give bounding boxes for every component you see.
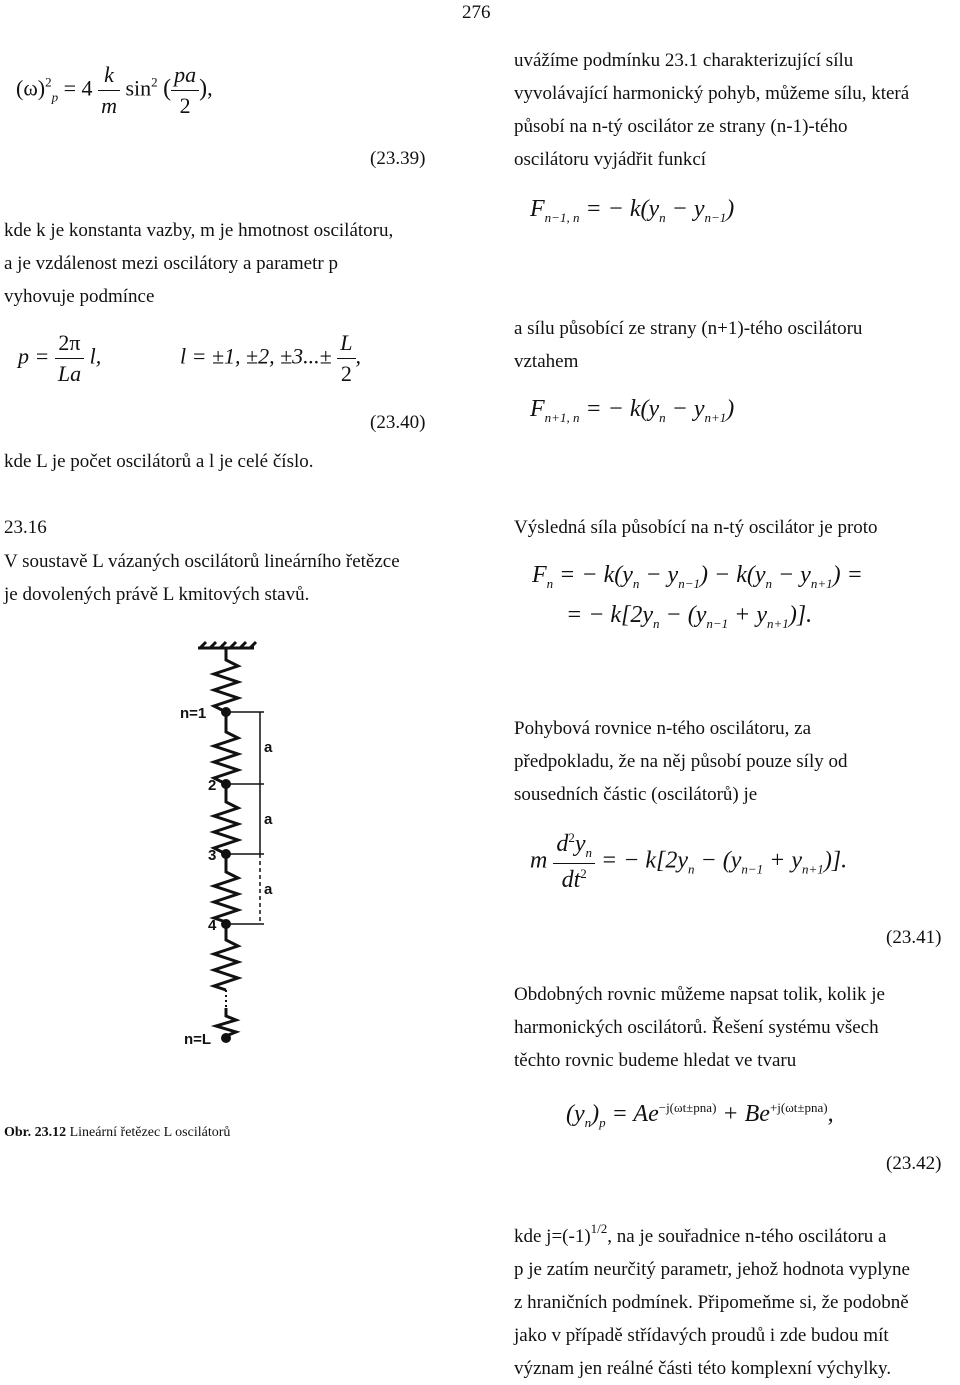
label-n4: 4: [208, 917, 217, 934]
equation-number-40: (23.40): [370, 412, 426, 433]
label-n2: 2: [208, 777, 217, 794]
section-text: V soustavě L vázaných oscilátorů lineárního řetězce je dovolených právě L kmitových stavů.: [4, 551, 400, 605]
page-number: 276: [462, 2, 491, 23]
paragraph-L: kde L je počet oscilátorů a l je celé číslo.: [4, 451, 314, 472]
paragraph-force-plus: a sílu působící ze strany (n+1)-tého oscilátoru vztahem: [514, 318, 863, 372]
paragraph-final: kde $j=(-1)^{1/2}$, na je souřadnice n-tého oscilátoru a p je zatím neurčitý parametr, jehož hodnota vyplyne z hraničních podmínek. Připomeňme si, že podobně jako v případě střídavých proudů i zde budou mít význam jen reálné části této komplexní výchylky.: [514, 1221, 910, 1379]
equation-p: p = $\frac{2\pi}{La}$ l,: [18, 330, 102, 386]
oscillator-chain-figure: [170, 640, 290, 1070]
equation-motion: m $\frac{d^2y_n}{dt^2}$ = − $k[2y_n - (y_{n-1} + y_{n+1})]$.: [530, 830, 848, 893]
equation-number-41: (23.41): [886, 927, 942, 948]
paragraph-constants: kde k je konstanta vazby, m je hmotnost oscilátoru, a je vzdálenost mezi oscilátory a parametr p vyhovuje podmínce: [4, 220, 394, 307]
label-a1: a: [264, 739, 273, 756]
figure-caption: Obr. 23.12 Lineární řetězec L oscilátorů: [4, 1125, 231, 1140]
equation-F-plus: $F_{n+1, n}$ = − $k(y_n - y_{n+1})$: [530, 396, 735, 425]
equation-solution: $(y_n)_p = Ae^{-j(\omega t\pm pna)} + Be^{+j(\omega t\pm pna)}$,: [566, 1100, 834, 1130]
equation-number-42: (23.42): [886, 1153, 942, 1174]
equation-Fn-line2: = − $k[2y_n - (y_{n-1} + y_{n+1})]$.: [566, 602, 813, 631]
paragraph-intro: uvážíme podmínku 23.1 charakterizující sílu vyvolávající harmonický pohyb, můžeme sílu, která působí na n-tý oscilátor ze strany (n-1)-tého oscilátoru vyjádřit funkcí: [514, 50, 910, 170]
label-a3: a: [264, 881, 273, 898]
label-n1: n=1: [180, 705, 207, 722]
paragraph-similar: Obdobných rovnic můžeme napsat tolik, kolik je harmonických oscilátorů. Řešení systému všech těchto rovnic budeme hledat ve tvaru: [514, 984, 885, 1071]
equation-omega: $(\omega)^2_p = 4$ $\frac{k}{m}$ $\sin^2$ ( $\frac{pa}{2}$ ),: [16, 62, 213, 118]
equation-l-values: l = ±1, ±2, ±3...± $\frac{L}{2}$ ,: [180, 330, 362, 386]
equation-Fn-line1: $F_n$ = − $k(y_n - y_{n-1}) - k(y_n - y_{n+1})$ =: [532, 562, 863, 591]
label-nL: n=L: [184, 1031, 212, 1048]
label-n3: 3: [208, 847, 217, 864]
label-a2: a: [264, 811, 273, 828]
equation-F-minus: $F_{n-1, n}$ = − $k(y_n - y_{n-1})$: [530, 196, 735, 225]
paragraph-motion: Pohybová rovnice n-tého oscilátoru, za předpokladu, že na něj působí pouze síly od sousedních částic (oscilátorů) je: [514, 718, 848, 805]
section-number: 23.16: [4, 517, 47, 538]
paragraph-result: Výsledná síla působící na n-tý oscilátor je proto: [514, 517, 878, 538]
equation-number-39: (23.39): [370, 148, 426, 169]
